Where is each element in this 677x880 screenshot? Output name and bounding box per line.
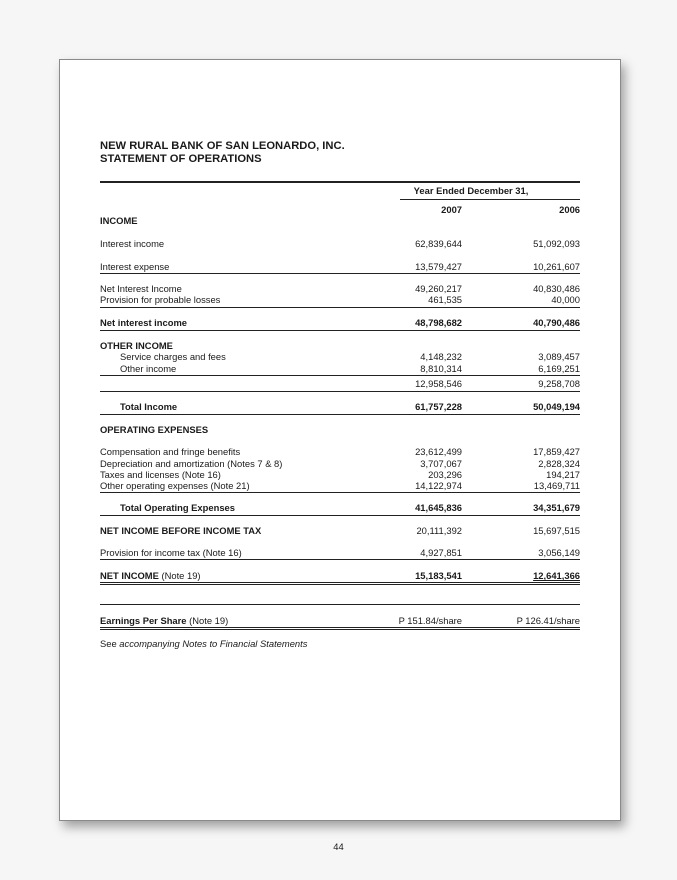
- row-label: Other operating expenses (Note 21): [100, 480, 250, 491]
- value-2007: P 151.84/share: [398, 615, 462, 626]
- operating-expenses-heading: OPERATING EXPENSES: [100, 424, 209, 435]
- table-row: [100, 446, 580, 458]
- net-income-note: (Note 19): [161, 570, 201, 581]
- row-label: Depreciation and amortization (Notes 7 & 8): [100, 458, 283, 469]
- table-row: [100, 615, 580, 627]
- divider: [100, 273, 580, 274]
- row-label: Taxes and licenses (Note 16): [100, 469, 221, 480]
- value-2006: 13,469,711: [533, 480, 580, 491]
- row-label: Provision for probable losses: [100, 294, 221, 305]
- value-2006: 10,261,607: [533, 261, 580, 272]
- value-2006: 15,697,515: [533, 525, 580, 536]
- value-2007: 15,183,541: [415, 570, 462, 581]
- divider: [100, 391, 580, 392]
- value-2006: 12,641,366: [533, 570, 580, 581]
- table-row: [100, 294, 580, 306]
- value-2007: 13,579,427: [415, 261, 462, 272]
- double-rule: [100, 627, 580, 630]
- value-2007: 8,810,314: [420, 363, 462, 374]
- value-2007: 3,707,067: [420, 458, 462, 469]
- divider: [100, 414, 580, 415]
- value-2007: 4,148,232: [420, 351, 462, 362]
- divider: [100, 375, 580, 376]
- page-number: 44: [333, 841, 344, 852]
- value-2006: 40,790,486: [533, 317, 580, 328]
- value-2006: 17,859,427: [533, 446, 580, 457]
- value-2007: 49,260,217: [415, 283, 462, 294]
- net-income-label: NET INCOME: [100, 570, 159, 581]
- value-2007: 14,122,974: [415, 480, 462, 491]
- column-header-2006: 2006: [559, 204, 580, 215]
- table-row: [100, 547, 580, 559]
- table-row: [100, 261, 580, 273]
- row-label: [100, 570, 201, 582]
- value-2007: 4,927,851: [420, 547, 462, 558]
- value-2007: 20,111,392: [416, 525, 462, 536]
- row-label: Total Income: [120, 401, 178, 412]
- bank-name: NEW RURAL BANK OF SAN LEONARDO, INC.: [100, 140, 345, 152]
- row-label: NET INCOME BEFORE INCOME TAX: [100, 525, 262, 536]
- row-label: Other income: [120, 363, 177, 374]
- value-2006: 2,828,324: [538, 458, 580, 469]
- value-2007: 23,612,499: [415, 446, 462, 457]
- divider: [100, 559, 580, 560]
- value-2006: 194,217: [546, 469, 580, 480]
- value-2006: 3,089,457: [538, 351, 580, 362]
- value-2006: 3,056,149: [538, 547, 580, 558]
- table-row: [100, 401, 580, 413]
- value-2006: 34,351,679: [533, 502, 580, 513]
- row-label: Provision for income tax (Note 16): [100, 547, 242, 558]
- eps-note: (Note 19): [189, 615, 229, 626]
- notes-prefix: See: [100, 638, 117, 649]
- value-2007: 41,645,836: [415, 502, 462, 513]
- table-row: [100, 502, 580, 514]
- period-rule: [400, 199, 580, 200]
- value-2006: 6,169,251: [538, 363, 580, 374]
- value-2006: 40,830,486: [533, 283, 580, 294]
- statement-title: STATEMENT OF OPERATIONS: [100, 153, 262, 165]
- value-2006: P 126.41/share: [516, 615, 580, 626]
- divider: [100, 515, 580, 516]
- row-label: Net interest income: [100, 317, 188, 328]
- row-label: Service charges and fees: [120, 351, 226, 362]
- table-row: [100, 363, 580, 375]
- divider: [100, 307, 580, 308]
- row-label: Interest expense: [100, 261, 170, 272]
- row-label: Net Interest Income: [100, 283, 182, 294]
- value-2007: 203,296: [428, 469, 462, 480]
- value-2007: 48,798,682: [415, 317, 462, 328]
- table-row: [100, 480, 580, 492]
- value-2006: 51,092,093: [533, 238, 580, 249]
- value-2006: 40,000: [551, 294, 580, 305]
- column-header-2007: 2007: [441, 204, 462, 215]
- double-rule: [100, 582, 580, 585]
- table-row: [100, 238, 580, 250]
- eps-label: Earnings Per Share: [100, 615, 187, 626]
- divider: [100, 330, 580, 331]
- row-label: [100, 615, 228, 627]
- subtotal-2007: 12,958,546: [415, 378, 462, 389]
- value-2007: 62,839,644: [415, 238, 462, 249]
- table-row: [100, 525, 580, 537]
- document-page: [59, 59, 621, 821]
- table-row: [100, 351, 580, 363]
- header-rule: [100, 181, 580, 183]
- table-row: [100, 378, 580, 390]
- period-label: Year Ended December 31,: [413, 185, 529, 196]
- income-heading: INCOME: [100, 215, 138, 226]
- other-income-heading: OTHER INCOME: [100, 340, 173, 351]
- row-label: Interest income: [100, 238, 165, 249]
- divider: [100, 492, 580, 493]
- divider: [100, 604, 580, 605]
- value-2007: 61,757,228: [415, 401, 462, 412]
- subtotal-2006: 9,258,708: [538, 378, 580, 389]
- notes-text: accompanying Notes to Financial Statements: [119, 638, 308, 649]
- table-row: [100, 317, 580, 329]
- row-label: Compensation and fringe benefits: [100, 446, 241, 457]
- table-row: [100, 570, 580, 582]
- row-label: Total Operating Expenses: [120, 502, 235, 513]
- value-2006: 50,049,194: [533, 401, 580, 412]
- value-2007: 461,535: [428, 294, 462, 305]
- notes-reference: [100, 638, 307, 650]
